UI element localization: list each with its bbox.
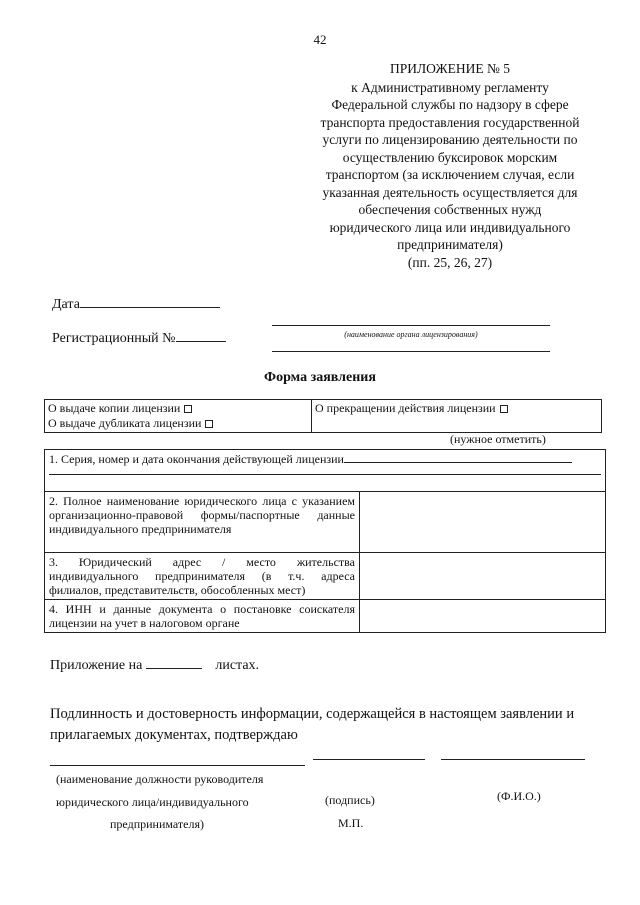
position-caption-2: юридического лица/индивидуального (56, 795, 249, 809)
authority-line-top (272, 325, 550, 326)
appendix-title: ПРИЛОЖЕНИЕ № 5 (389, 61, 511, 76)
field-license-input[interactable] (344, 452, 572, 463)
reg-number-input-line[interactable] (176, 327, 226, 342)
request-options-cell (45, 400, 312, 433)
stamp-caption: М.П. (338, 816, 364, 830)
position-line[interactable] (50, 765, 305, 766)
reg-number-field (52, 327, 226, 347)
date-field (52, 293, 220, 313)
checkbox-copy[interactable] (184, 405, 192, 413)
appendix-line: транспортом (за исключением случая, если (325, 167, 575, 182)
appendix-header (300, 60, 600, 271)
option-termination-label: О прекращении действия лицензии (315, 401, 496, 415)
authority-line-bottom (272, 351, 550, 352)
page-number: 42 (313, 32, 327, 47)
fio-line[interactable] (441, 759, 585, 760)
field-license-row (45, 450, 606, 492)
attachment-line (50, 654, 259, 674)
checkbox-duplicate[interactable] (205, 420, 213, 428)
attachment-suffix: листах. (215, 658, 260, 673)
appendix-line: предпринимателя) (397, 237, 503, 252)
appendix-line: указанная деятельность осуществляется для (322, 184, 578, 200)
appendix-line: (пп. 25, 26, 27) (407, 254, 493, 270)
field-name-value[interactable] (360, 492, 606, 553)
field-address-value[interactable] (360, 553, 606, 600)
fio-caption: (Ф.И.О.) (497, 789, 541, 803)
signature-caption: (подпись) (325, 793, 375, 807)
attachment-prefix: Приложение на (50, 658, 143, 673)
position-caption-3: предпринимателя) (110, 817, 204, 831)
attachment-pages-input[interactable] (146, 654, 202, 669)
date-label: Дата (52, 297, 80, 312)
mark-note: (нужное отметить) (450, 432, 546, 446)
confirmation-text: Подлинность и достоверность информации, содержащейся в настоящем заявлении и прилагаемых документах, подтверждаю (50, 706, 575, 743)
field-inn-value[interactable] (360, 600, 606, 633)
option-termination[interactable] (315, 401, 598, 416)
field-inn-label: 4. ИНН и данные документа о постановке соискателя лицензии на учет в налоговом органе (45, 600, 360, 633)
field-license-label: 1. Серия, номер и дата окончания действующей лицензии (49, 452, 344, 466)
date-input-line[interactable] (80, 293, 220, 308)
authority-caption: (наименование органа лицензирования) (344, 330, 478, 339)
option-duplicate[interactable] (48, 416, 308, 431)
option-duplicate-label: О выдаче дубликата лицензии (48, 416, 202, 430)
termination-cell (312, 400, 602, 433)
field-name-label: 2. Полное наименование юридического лица с указанием организационно-правовой формы/паспортные данные индивидуального предпринимателя (45, 492, 360, 553)
checkbox-termination[interactable] (500, 405, 508, 413)
reg-number-label: Регистрационный № (52, 331, 176, 346)
option-copy-label: О выдаче копии лицензии (48, 401, 181, 415)
appendix-line: к Административному регламенту (351, 79, 549, 95)
signature-line[interactable] (313, 759, 425, 760)
form-title: Форма заявления (264, 370, 376, 385)
applicant-data-table (44, 449, 606, 633)
appendix-line: обеспечения собственных нужд (358, 202, 542, 217)
option-copy[interactable] (48, 401, 308, 416)
appendix-line: Федеральной службы по надзору в сфере (331, 97, 569, 112)
appendix-line: услуги по лицензированию деятельности по (322, 132, 578, 147)
position-caption-1: (наименование должности руководителя (56, 772, 264, 786)
field-address-label: 3. Юридический адрес / место жительства индивидуального предпринимателя (в т.ч. адреса филиалов, представительств, обособленных мест) (45, 553, 360, 600)
appendix-line: юридического лица или индивидуального (329, 219, 571, 235)
appendix-line: транспорта предоставления государственной (320, 114, 580, 130)
appendix-line: осуществлению буксировок морским (342, 149, 558, 165)
field-license-extra-line (49, 474, 601, 475)
request-type-table (44, 399, 602, 433)
